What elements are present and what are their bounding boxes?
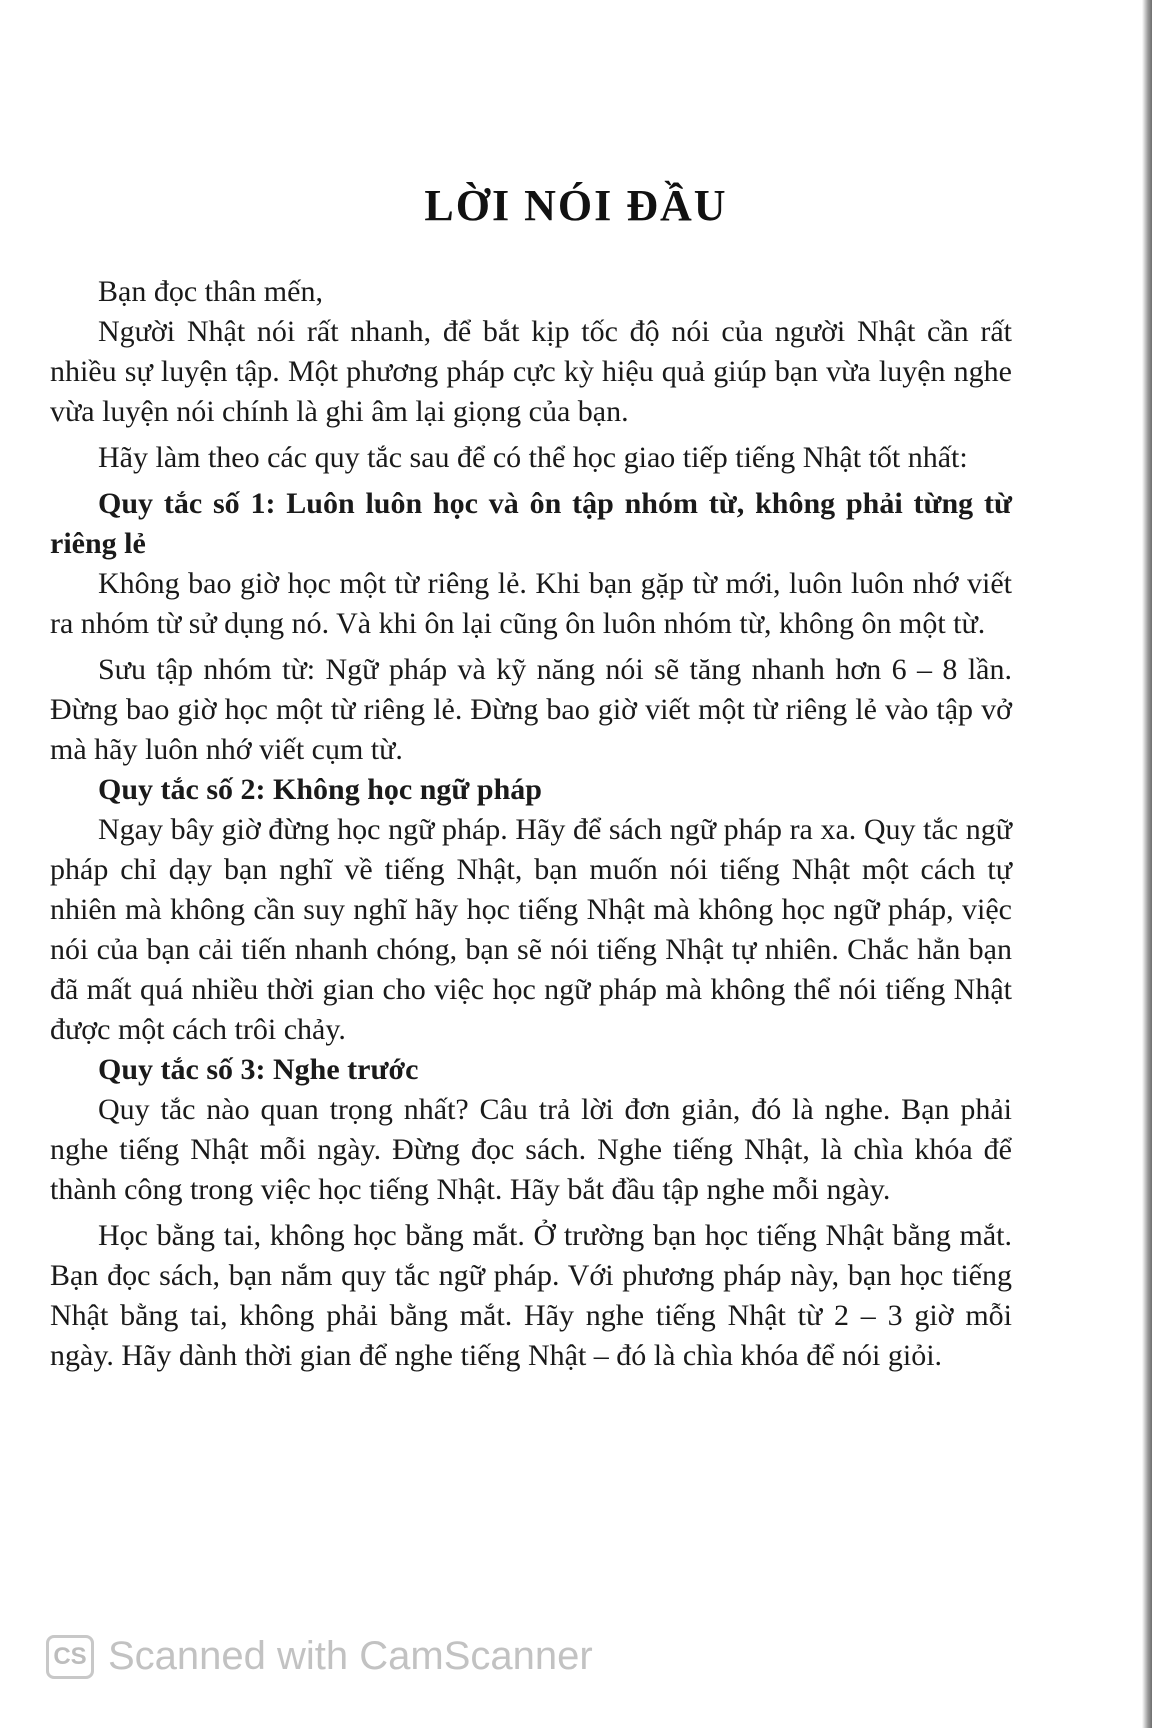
rules-intro-paragraph: Hãy làm theo các quy tắc sau để có thể học giao tiếp tiếng Nhật tốt nhất: xyxy=(98,441,968,474)
rule-1-paragraph-1: Không bao giờ học một từ riêng lẻ. Khi bạn gặp từ mới, luôn luôn nhớ viết ra nhóm từ sử dụng nó. Và khi ôn lại cũng ôn luôn nhóm từ, không ôn một từ. xyxy=(50,567,1012,640)
rule-3-heading: Quy tắc số 3: Nghe trước xyxy=(98,1053,419,1086)
page-title: LỜI NÓI ĐẦU xyxy=(424,181,728,230)
watermark-text: Scanned with CamScanner xyxy=(108,1634,593,1678)
rule-1-paragraph-2: Sưu tập nhóm từ: Ngữ pháp và kỹ năng nói sẽ tăng nhanh hơn 6 – 8 lần. Đừng bao giờ học một từ riêng lẻ. Đừng bao giờ viết một từ riêng lẻ vào tập vở mà hãy luôn nhớ viết cụm từ. xyxy=(50,653,1012,766)
camscanner-logo-icon: CS xyxy=(46,1635,94,1679)
rule-1-heading: Quy tắc số 1: Luôn luôn học và ôn tập nhóm từ, không phải từng từ riêng lẻ xyxy=(50,487,1012,560)
rule-3-paragraph-2: Học bằng tai, không học bằng mắt. Ở trường bạn học tiếng Nhật bằng mắt. Bạn đọc sách, bạn nắm quy tắc ngữ pháp. Với phương pháp này, bạn học tiếng Nhật bằng tai, không phải bằng mắt. Hãy nghe tiếng Nhật từ 2 – 3 giờ mỗi ngày. Hãy dành thời gian để nghe tiếng Nhật – đó là chìa khóa để nói giỏi. xyxy=(50,1219,1012,1372)
greeting-paragraph: Bạn đọc thân mến, xyxy=(98,275,323,308)
page-edge-shadow xyxy=(1142,0,1152,1728)
document-body xyxy=(50,272,1012,1376)
camscanner-watermark xyxy=(46,1634,593,1679)
rule-2-heading: Quy tắc số 2: Không học ngữ pháp xyxy=(98,773,542,806)
rule-2-paragraph: Ngay bây giờ đừng học ngữ pháp. Hãy để sách ngữ pháp ra xa. Quy tắc ngữ pháp chỉ dạy bạn nghĩ về tiếng Nhật, bạn muốn nói tiếng Nhật một cách tự nhiên mà không cần suy nghĩ hãy học tiếng Nhật mà không học ngữ pháp, việc nói của bạn cải tiến nhanh chóng, bạn sẽ nói tiếng Nhật tự nhiên. Chắc hẳn bạn đã mất quá nhiều thời gian cho việc học ngữ pháp mà không thể nói tiếng Nhật được một cách trôi chảy. xyxy=(50,813,1012,1046)
rule-3-paragraph-1: Quy tắc nào quan trọng nhất? Câu trả lời đơn giản, đó là nghe. Bạn phải nghe tiếng Nhật mỗi ngày. Đừng đọc sách. Nghe tiếng Nhật, là chìa khóa để thành công trong việc học tiếng Nhật. Hãy bắt đầu tập nghe mỗi ngày. xyxy=(50,1093,1012,1206)
intro-paragraph: Người Nhật nói rất nhanh, để bắt kịp tốc độ nói của người Nhật cần rất nhiều sự luyện tập. Một phương pháp cực kỳ hiệu quả giúp bạn vừa luyện nghe vừa luyện nói chính là ghi âm lại giọng của bạn. xyxy=(50,315,1012,428)
